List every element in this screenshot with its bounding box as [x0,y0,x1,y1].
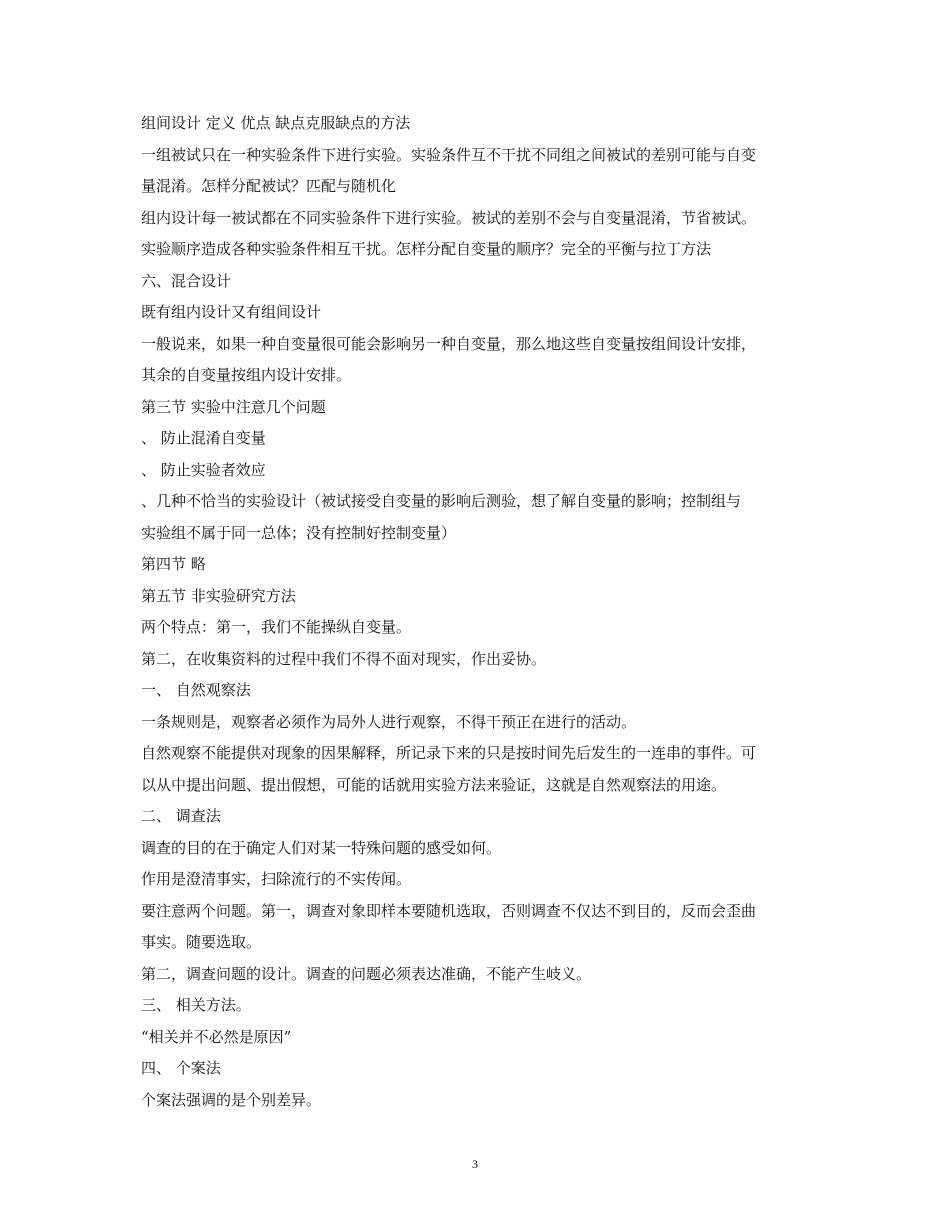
text-line: 第二，在收集资料的过程中我们不得不面对现实，作出妥协。 [141,649,547,668]
text-line: 第二，调查问题的设计。调查的问题必须表达准确，不能产生岐义。 [141,964,592,983]
text-line: 个案法强调的是个别差异。 [141,1090,322,1109]
text-line: 一条规则是，观察者必须作为局外人进行观察，不得干预正在进行的活动。 [141,712,637,731]
text-line: 组内设计每一被试都在不同实验条件下进行实验。被试的差别不会与自变量混淆，节省被试。 [141,208,757,227]
text-line: 事实。随要选取。 [141,933,262,951]
text-line: 一般说来，如果一种自变量很可能会影响另一种自变量，那么地这些自变量按组间设计安排， [141,334,757,353]
text-line: 组间设计 定义 优点 缺点克服缺点的方法 [141,114,411,132]
section-heading: 四、 个案法 [141,1059,221,1077]
text-line: 要注意两个问题。第一，调查对象即样本要随机选取，否则调查不仅达不到目的，反而会歪曲 [141,901,757,920]
page-number: 3 [472,1157,478,1171]
text-line: 其余的自变量按组内设计安排。 [141,366,352,384]
section-heading: 六、混合设计 [141,271,232,290]
section-heading: 第三节 实验中注意几个问题 [141,397,326,416]
list-item: 、几种不恰当的实验设计（被试接受自变量的影响后测验，想了解自变量的影响；控制组与 [141,492,742,510]
text-line: “相关并不必然是原因” [141,1027,292,1046]
text-line: 以从中提出问题、提出假想，可能的话就用实验方法来验证，这就是自然观察法的用途。 [141,775,727,794]
text-line: 作用是澄清事实，扫除流行的不实传闻。 [141,870,412,888]
text-line: 实验顺序造成各种实验条件相互干扰。怎样分配自变量的顺序？完全的平衡与拉丁方法 [141,240,712,258]
text-line: 自然观察不能提供对现象的因果解释，所记录下来的只是按时间先后发生的一连串的事件。可 [141,744,757,762]
section-heading: 一、 自然观察法 [141,681,251,699]
document-body [141,108,811,1116]
section-heading: 二、 调查法 [141,807,221,825]
list-item: 、 防止混淆自变量 [141,429,266,447]
text-line: 调查的目的在于确定人们对某一特殊问题的感受如何。 [141,838,502,857]
text-line: 既有组内设计又有组间设计 [141,303,322,321]
section-heading: 第五节 非实验研究方法 [141,586,296,605]
text-line: 量混淆。怎样分配被试？匹配与随机化 [141,177,397,195]
list-item: 、 防止实验者效应 [141,460,266,479]
text-line: 两个特点：第一，我们不能操纵自变量。 [141,618,412,636]
text-line: 实验组不属于同一总体；没有控制好控制变量） [141,523,457,542]
text-line: 一组被试只在一种实验条件下进行实验。实验条件互不干扰不同组之间被试的差别可能与自变 [141,145,757,164]
section-heading: 三、 相关方法。 [141,996,251,1014]
section-heading: 第四节 略 [141,555,206,573]
